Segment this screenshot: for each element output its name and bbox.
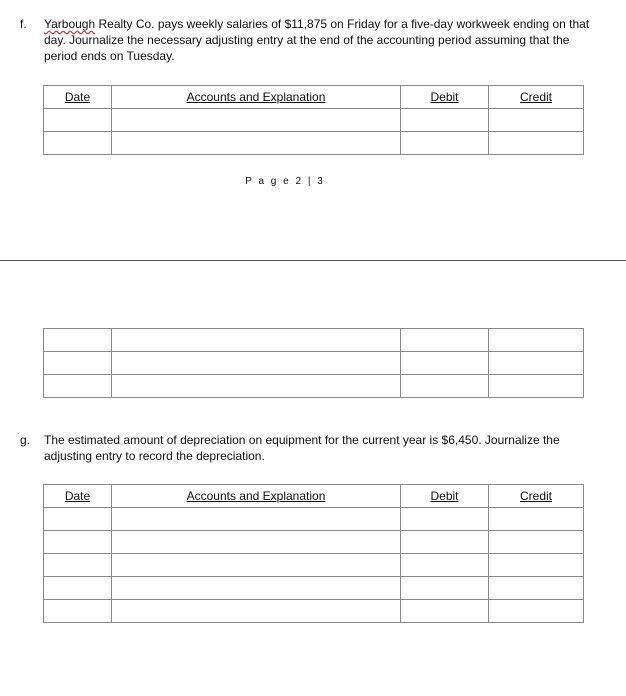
credit-cell[interactable] — [489, 132, 584, 155]
credit-header: Credit — [489, 485, 584, 508]
journal-table-f-continued — [43, 328, 584, 398]
accounts-cell[interactable] — [112, 329, 401, 352]
question-f-body: Realty Co. pays weekly salaries of $11,875 on Friday for a five-day workweek ending on that day. Journalize the necessary adjusting entry at the end of the accounting period assuming that the period ends on Tuesday. — [44, 17, 590, 63]
debit-cell[interactable] — [401, 554, 489, 577]
credit-cell[interactable] — [489, 329, 584, 352]
question-f — [20, 16, 600, 64]
question-g — [20, 432, 600, 464]
date-header: Date — [44, 86, 112, 109]
debit-cell[interactable] — [401, 508, 489, 531]
accounts-header: Accounts and Explanation — [112, 485, 401, 508]
debit-cell[interactable] — [401, 132, 489, 155]
credit-cell[interactable] — [489, 375, 584, 398]
date-cell[interactable] — [44, 600, 112, 623]
accounts-cell[interactable] — [112, 352, 401, 375]
question-f-text — [44, 16, 600, 64]
date-header: Date — [44, 485, 112, 508]
credit-cell[interactable] — [489, 352, 584, 375]
accounts-cell[interactable] — [112, 577, 401, 600]
question-f-letter: f. — [20, 17, 27, 31]
journal-table-g — [43, 484, 584, 623]
debit-cell[interactable] — [401, 600, 489, 623]
accounts-cell[interactable] — [112, 109, 401, 132]
table-row — [44, 132, 584, 155]
table-header-row — [44, 485, 584, 508]
date-cell[interactable] — [44, 352, 112, 375]
table-row — [44, 577, 584, 600]
accounts-cell[interactable] — [112, 531, 401, 554]
table-row — [44, 531, 584, 554]
debit-cell[interactable] — [401, 531, 489, 554]
credit-cell[interactable] — [489, 577, 584, 600]
journal-table-f — [43, 85, 584, 155]
accounts-cell[interactable] — [112, 375, 401, 398]
accounts-cell[interactable] — [112, 554, 401, 577]
debit-header: Debit — [401, 485, 489, 508]
credit-cell[interactable] — [489, 554, 584, 577]
table-row — [44, 508, 584, 531]
debit-cell[interactable] — [401, 352, 489, 375]
date-cell[interactable] — [44, 554, 112, 577]
credit-cell[interactable] — [489, 508, 584, 531]
credit-cell[interactable] — [489, 531, 584, 554]
table-row — [44, 375, 584, 398]
debit-header: Debit — [401, 86, 489, 109]
table-row — [44, 329, 584, 352]
accounts-cell[interactable] — [112, 508, 401, 531]
date-cell[interactable] — [44, 109, 112, 132]
credit-cell[interactable] — [489, 109, 584, 132]
table-row — [44, 352, 584, 375]
date-cell[interactable] — [44, 508, 112, 531]
company-name: Yarbough — [44, 17, 96, 31]
table-row — [44, 109, 584, 132]
accounts-cell[interactable] — [112, 600, 401, 623]
debit-cell[interactable] — [401, 577, 489, 600]
date-cell[interactable] — [44, 132, 112, 155]
credit-cell[interactable] — [489, 600, 584, 623]
date-cell[interactable] — [44, 329, 112, 352]
debit-cell[interactable] — [401, 375, 489, 398]
date-cell[interactable] — [44, 531, 112, 554]
page-break-divider — [0, 260, 626, 261]
date-cell[interactable] — [44, 577, 112, 600]
page-number: P a g e 2 | 3 — [245, 176, 325, 187]
date-cell[interactable] — [44, 375, 112, 398]
table-row — [44, 600, 584, 623]
credit-header: Credit — [489, 86, 584, 109]
debit-cell[interactable] — [401, 109, 489, 132]
table-header-row — [44, 86, 584, 109]
question-g-letter: g. — [20, 433, 31, 447]
table-row — [44, 554, 584, 577]
debit-cell[interactable] — [401, 329, 489, 352]
accounts-cell[interactable] — [112, 132, 401, 155]
question-g-text: The estimated amount of depreciation on equipment for the current year is $6,450. Journalize the adjusting entry to record the depreciation. — [44, 433, 560, 463]
accounts-header: Accounts and Explanation — [112, 86, 401, 109]
